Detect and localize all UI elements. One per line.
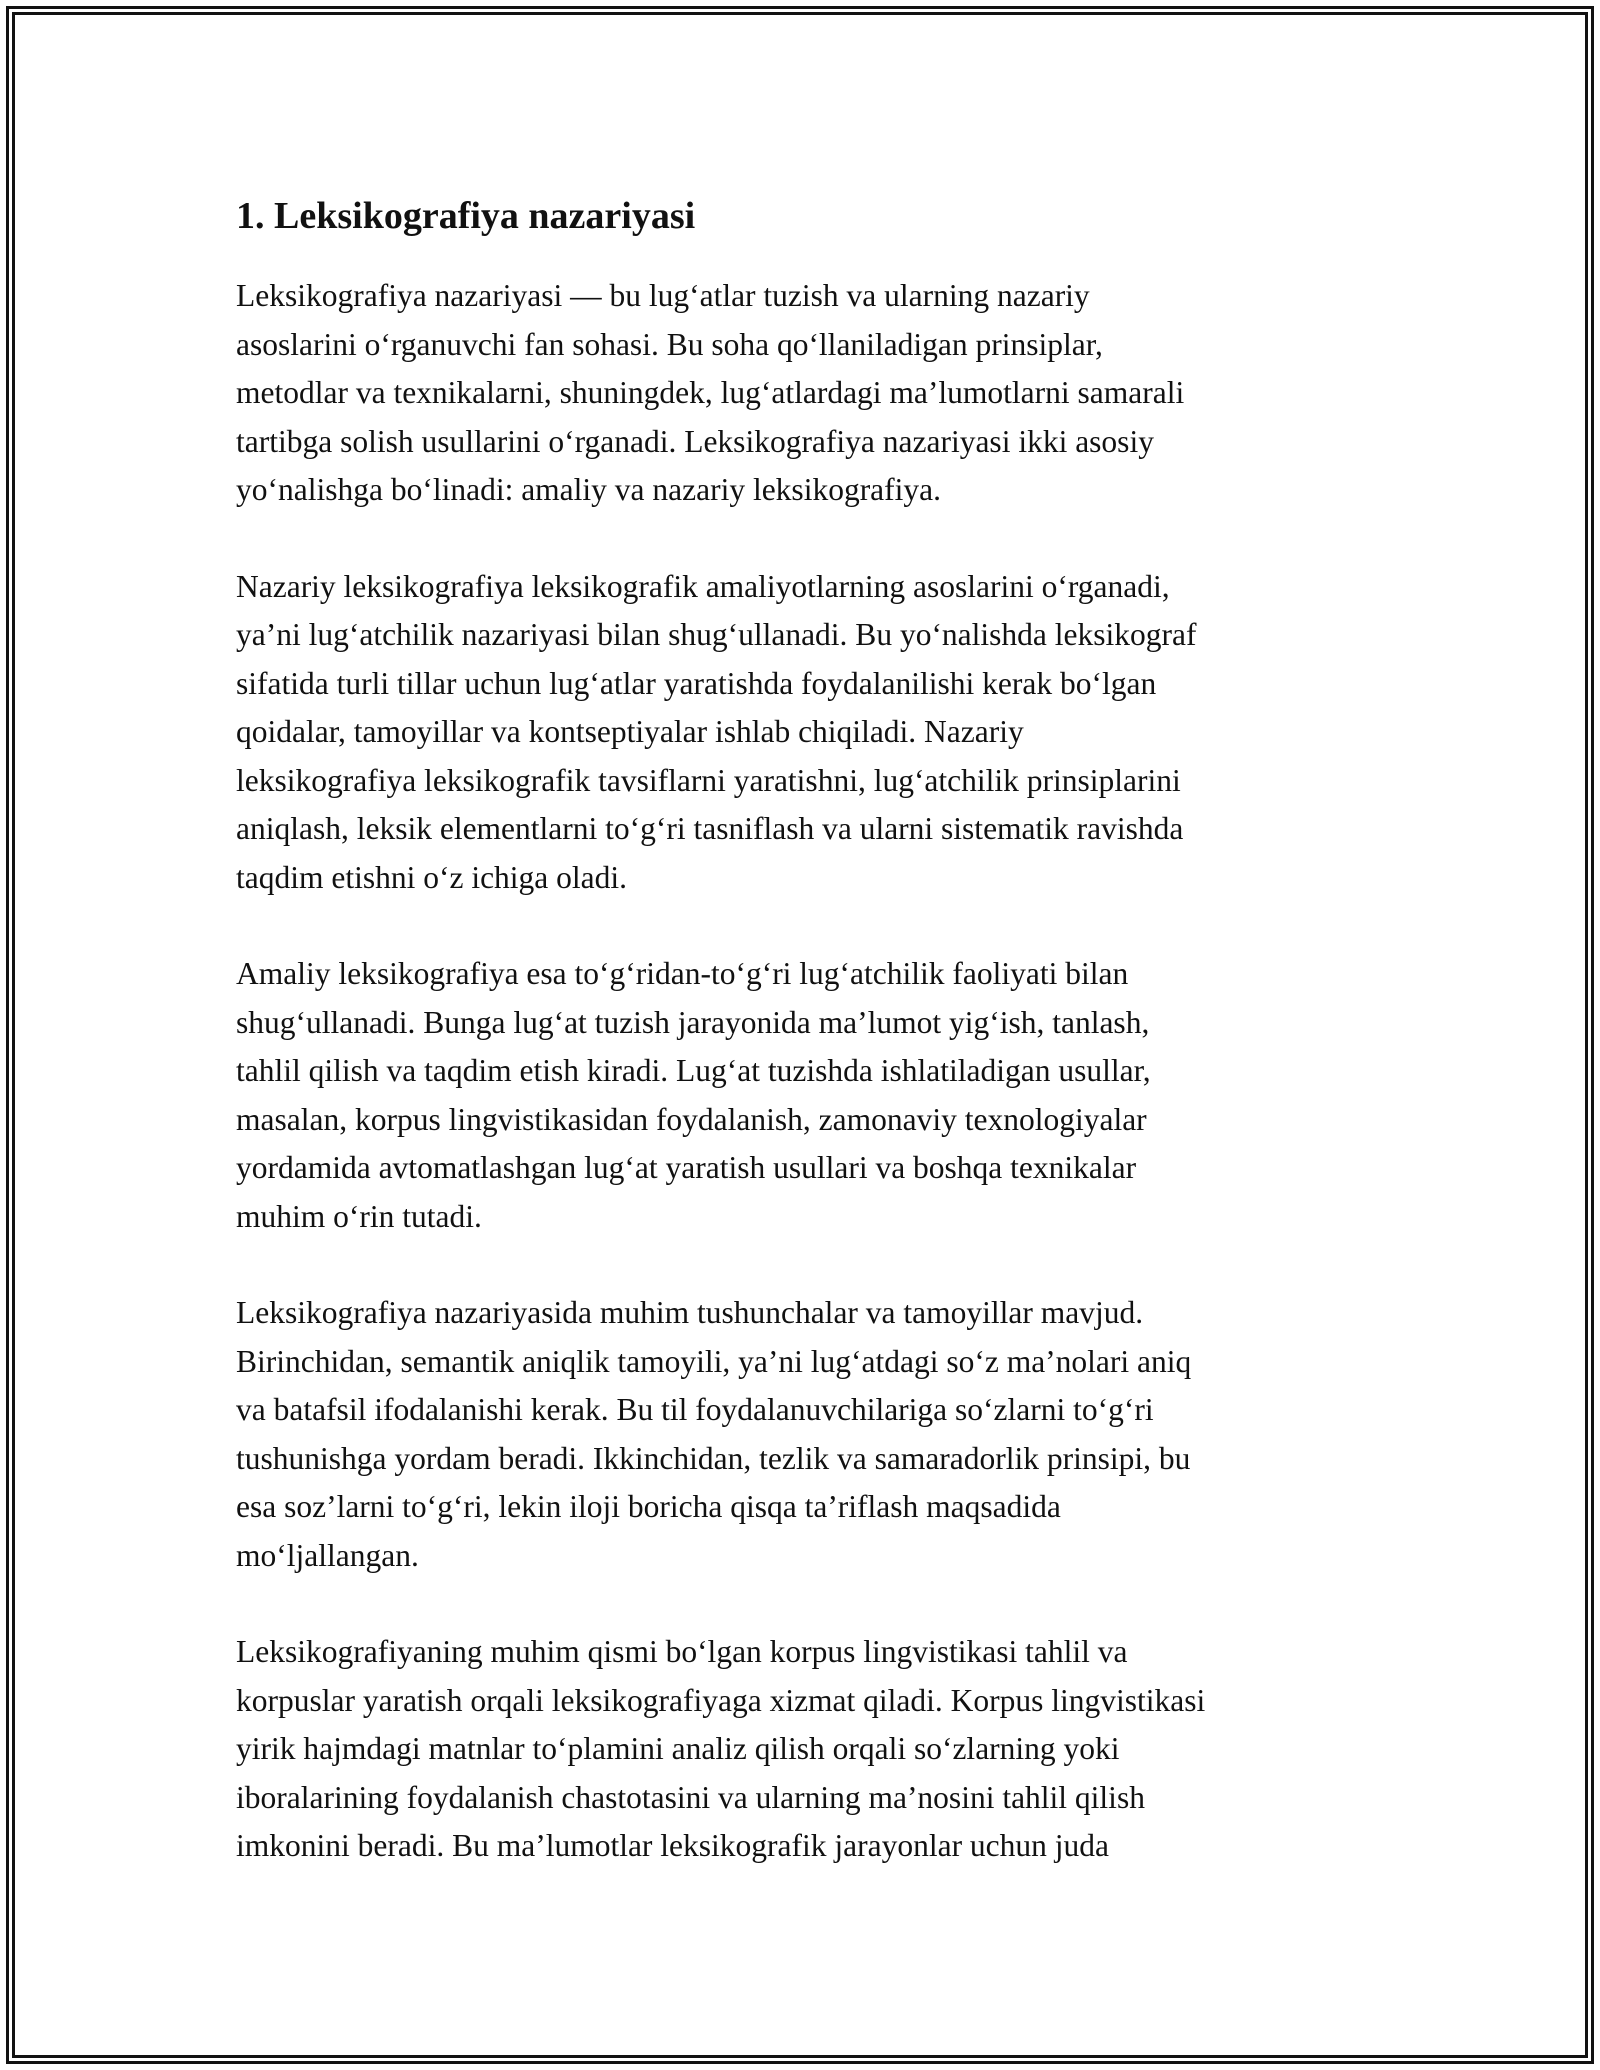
text-line: sifatida turli tillar uchun lug‘atlar yaratishda foydalanilishi kerak bo‘lgan [236,665,1157,701]
text-line: Leksikografiya nazariyasida muhim tushunchalar va tamoyillar mavjud. [236,1295,1144,1330]
text-line: yordamida avtomatlashgan lug‘at yaratish usullari va boshqa texnikalar [236,1150,1137,1185]
paragraph-2 [236,563,1384,903]
text-line: asoslarini o‘rganuvchi fan sohasi. Bu soha qo‘llaniladigan prinsiplar, [236,326,1103,362]
text-line: va batafsil ifodalanishi kerak. Bu til foydalanuvchilariga so‘zlarni to‘g‘ri [236,1392,1154,1427]
text-line: imkonini beradi. Bu ma’lumotlar leksikografik jarayonlar uchun juda [236,1828,1110,1863]
text-line: tahlil qilish va taqdim etish kiradi. Lug‘at tuzishda ishlatiladigan usullar, [236,1053,1151,1088]
text-line: qoidalar, tamoyillar va kontseptiyalar ishlab chiqiladi. Nazariy [236,714,1024,749]
text-line: Nazariy leksikografiya leksikografik amaliyotlarning asoslarini o‘rganadi, [236,568,1170,604]
paragraph-4 [236,1289,1384,1580]
text-line: iboralarining foydalanish chastotasini va ularning ma’nosini tahlil qilish [236,1779,1145,1815]
text-line: aniqlash, leksik elementlarni to‘g‘ri tasniflash va ularni sistematik ravishda [236,811,1184,846]
text-line: muhim o‘rin tutadi. [236,1198,482,1234]
paragraph-1 [236,272,1384,515]
text-line: ya’ni lug‘atchilik nazariyasi bilan shug‘ullanadi. Bu yo‘nalishda leksikograf [236,617,1197,652]
document-title: 1. Leksikografiya nazariyasi [236,195,696,237]
text-line: tushunishga yordam beradi. Ikkinchidan, tezlik va samaradorlik prinsipi, bu [236,1440,1191,1476]
text-line: mo‘ljallangan. [236,1537,419,1573]
text-line: korpuslar yaratish orqali leksikografiyaga xizmat qiladi. Korpus lingvistikasi [236,1682,1206,1718]
text-line: Amaliy leksikografiya esa to‘g‘ridan-to‘g‘ri lug‘atchilik faoliyati bilan [236,956,1129,991]
text-line: leksikografiya leksikografik tavsiflarni yaratishni, lug‘atchilik prinsiplarini [236,762,1181,798]
text-line: yirik hajmdagi matnlar to‘plamini analiz qilish orqali so‘zlarning yoki [236,1731,1120,1766]
text-line: Leksikografiya nazariyasi — bu lug‘atlar tuzish va ularning nazariy [236,278,1090,313]
paragraph-5 [236,1628,1384,1871]
text-line: Birinchidan, semantik aniqlik tamoyili, ya’ni lug‘atdagi so‘z ma’nolari aniq [236,1343,1192,1379]
text-line: shug‘ullanadi. Bunga lug‘at tuzish jarayonida ma’lumot yig‘ish, tanlash, [236,1004,1150,1040]
text-line: esa soz’larni to‘g‘ri, lekin iloji boricha qisqa ta’riflash maqsadida [236,1489,1061,1524]
text-line: Leksikografiyaning muhim qismi bo‘lgan korpus lingvistikasi tahlil va [236,1634,1128,1669]
paragraph-3 [236,950,1384,1241]
text-line: tartibga solish usullarini o‘rganadi. Leksikografiya nazariyasi ikki asosiy [236,423,1154,459]
text-line: metodlar va texnikalarni, shuningdek, lug‘atlardagi ma’lumotlarni samarali [236,375,1185,410]
text-line: taqdim etishni o‘z ichiga oladi. [236,859,628,895]
document-body [236,190,1384,1919]
text-line: yo‘nalishga bo‘linadi: amaliy va nazariy leksikografiya. [236,472,942,507]
text-line: masalan, korpus lingvistikasidan foydalanish, zamonaviy texnologiyalar [236,1101,1147,1137]
